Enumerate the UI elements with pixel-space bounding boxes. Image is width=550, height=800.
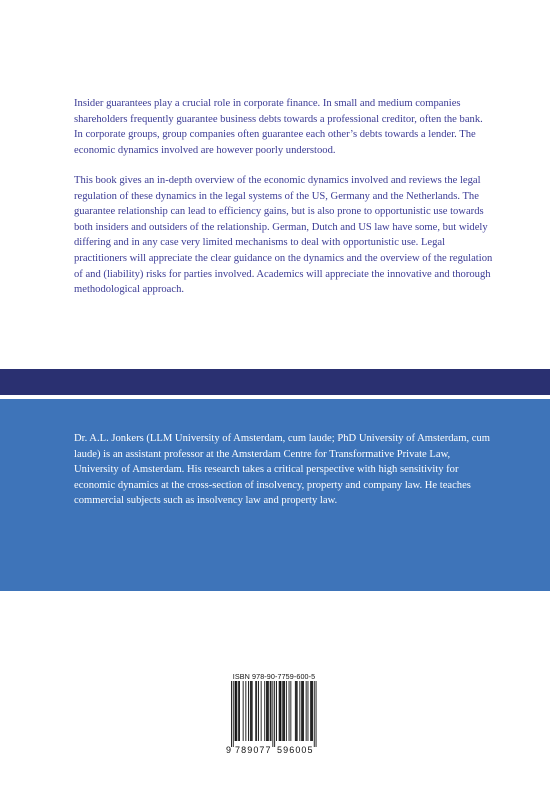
description-paragraph-2: This book gives an in-depth overview of the economic dynamics involved and reviews the legal regulation of these dynamics in the legal systems of the US, Germany and the Netherlands. The guarantee relationship can lead to efficiency gains, but is also prone to opportunistic use towards both insiders and outsiders of the relationship. German, Dutch and US law have some, but widely differing and in any case very limited mechanisms to deal with opportunistic use. Legal practitioners will appreciate the clear guidance on the dynamics and the overview of the regulation of and (liability) risks for parties involved. Academics will appreciate the innovative and thorough methodological approach. bbox=[74, 175, 493, 296]
barcode-bar bbox=[301, 681, 302, 741]
barcode-bar bbox=[238, 681, 239, 741]
isbn-label: ISBN 978-90-7759-600-5 bbox=[232, 672, 316, 681]
barcode-bar bbox=[283, 681, 284, 741]
barcode-bar bbox=[239, 681, 240, 741]
barcode-bar bbox=[256, 681, 257, 741]
barcode-bar bbox=[270, 681, 271, 741]
barcode-bar bbox=[311, 681, 312, 741]
barcode-bar bbox=[314, 681, 315, 747]
barcode-bars bbox=[231, 681, 317, 747]
barcode-bar bbox=[282, 681, 283, 741]
barcode-bar bbox=[236, 681, 237, 741]
barcode-bar bbox=[258, 681, 259, 741]
barcode-bar bbox=[251, 681, 252, 741]
barcode-bar bbox=[274, 681, 275, 747]
barcode-bar bbox=[316, 681, 317, 747]
barcode-bar bbox=[245, 681, 246, 741]
barcode-block bbox=[226, 672, 322, 758]
barcode-bar bbox=[312, 681, 313, 741]
author-panel bbox=[0, 399, 550, 591]
barcode-bar bbox=[280, 681, 281, 741]
navy-stripe bbox=[0, 369, 550, 395]
barcode-bar bbox=[279, 681, 280, 741]
author-bio: Dr. A.L. Jonkers (LLM University of Amsterdam, cum laude; PhD University of Amsterdam, cum laude) is an assistant professor at the Amsterdam Centre for Transformative Private Law, University of Amsterdam. His research takes a critical perspective with high sensitivity for economic dynamics at the cross-section of insolvency, property and company law. He teaches commercial subjects such as insolvency law and property law. bbox=[74, 433, 491, 507]
barcode-bar bbox=[271, 681, 272, 741]
barcode-bar bbox=[252, 681, 253, 741]
barcode-bar bbox=[284, 681, 285, 741]
barcode-bar bbox=[281, 681, 282, 741]
barcode-bar bbox=[248, 681, 249, 741]
barcode-bar bbox=[236, 681, 237, 741]
barcode-digits-left: 789077 bbox=[235, 745, 272, 755]
barcode-bar bbox=[308, 681, 309, 741]
barcode-bar bbox=[272, 681, 273, 747]
barcode-bar bbox=[295, 681, 296, 741]
barcode-bar bbox=[267, 681, 268, 741]
barcode-bar bbox=[233, 681, 234, 747]
barcode-bar bbox=[276, 681, 277, 741]
barcode-digits-right: 596005 bbox=[277, 745, 314, 755]
barcode-bar bbox=[299, 681, 300, 741]
barcode-bar bbox=[231, 681, 232, 747]
barcode-bar bbox=[302, 681, 303, 741]
barcode-bar bbox=[235, 681, 236, 741]
barcode-bar bbox=[296, 681, 297, 741]
barcode-bar bbox=[297, 681, 298, 741]
description-paragraph-1: Insider guarantees play a crucial role in corporate finance. In small and medium companies shareholders frequently guarantee business debts towards a professional creditor, often the bank. In corporate groups, group companies often guarantee each other’s debts towards a lender. The economic dynamics involved are however poorly understood. bbox=[74, 98, 483, 156]
barcode-bar bbox=[261, 681, 262, 741]
barcode-bar bbox=[310, 681, 311, 741]
barcode-bar bbox=[286, 681, 287, 741]
barcode-bar bbox=[250, 681, 251, 741]
barcode-bar bbox=[290, 681, 291, 741]
barcode-bar bbox=[306, 681, 307, 741]
barcode-bar bbox=[268, 681, 269, 741]
barcode-bar bbox=[255, 681, 256, 741]
barcode-digit-first: 9 bbox=[226, 745, 233, 755]
barcode-bar bbox=[289, 681, 290, 741]
barcode-bar bbox=[264, 681, 265, 741]
barcode-bar bbox=[303, 681, 304, 741]
barcode-bar bbox=[266, 681, 267, 741]
barcode-bar bbox=[243, 681, 244, 741]
